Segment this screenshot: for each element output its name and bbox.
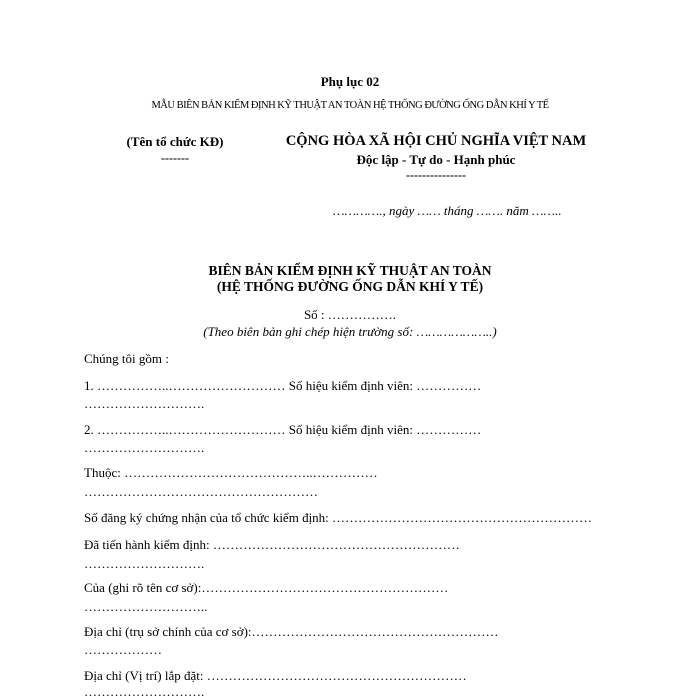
appendix-title: Phụ lục 02: [320, 74, 380, 89]
install-location-line: Địa chỉ (Vị trí) lắp đặt: ……………………………………………………: [84, 668, 467, 683]
document-title: BIÊN BẢN KIỂM ĐỊNH KỸ THUẬT AN TOÀN: [208, 263, 492, 278]
country-name: CỘNG HÒA XÃ HỘI CHỦ NGHĨA VIỆT NAM: [285, 133, 587, 149]
registration-number-line: Số đăng ký chứng nhận của tổ chức kiểm định: ……………………………………………………: [84, 510, 593, 525]
inspected-line: Đã tiến hành kiểm định: …………………………………………………: [84, 537, 460, 552]
organization-divider: -------: [161, 151, 189, 165]
facility-name-continuation: ………………………..: [84, 599, 208, 614]
national-motto: Độc lập - Tự do - Hạnh phúc: [356, 152, 516, 167]
install-location-continuation: ……………………….: [84, 684, 205, 699]
inspector-1-continuation: ……………………….: [84, 396, 205, 411]
belong-to-continuation: ………………………………………………: [84, 484, 318, 499]
motto-divider: ---------------: [406, 168, 466, 182]
facility-name-line: Của (ghi rõ tên cơ sở):…………………………………………………: [84, 580, 449, 595]
inspected-continuation: ……………………….: [84, 556, 205, 571]
headquarters-address-line: Địa chỉ (trụ sở chính của cơ sở):…………………………………………………: [84, 624, 499, 639]
belong-to-line: Thuộc: ……………………………………..……………: [84, 465, 378, 480]
inspector-1-line: 1. ……………..……………………… Số hiệu kiểm định viên: ……………: [84, 378, 482, 393]
organization-name: (Tên tổ chức KĐ): [126, 134, 224, 149]
headquarters-address-continuation: ………………: [84, 642, 162, 657]
inspector-2-continuation: ……………………….: [84, 440, 205, 455]
document-number: Số : …………….: [303, 307, 397, 322]
form-subtitle: MẪU BIÊN BẢN KIỂM ĐỊNH KỸ THUẬT AN TOÀN HỆ THỐNG ĐƯỜNG ỐNG DẪN KHÍ Y TẾ: [151, 100, 549, 111]
inspector-2-line: 2. ……………..……………………… Số hiệu kiểm định viên: ……………: [84, 422, 482, 437]
field-record-reference: (Theo biên bản ghi chép hiện trường số: ………………..): [203, 324, 497, 339]
members-heading: Chúng tôi gồm :: [84, 351, 169, 366]
document-title-subtitle: (HỆ THỐNG ĐƯỜNG ỐNG DẪN KHÍ Y TẾ): [216, 279, 484, 294]
date-line: …………., ngày …… tháng ……. năm ……..: [333, 203, 562, 218]
